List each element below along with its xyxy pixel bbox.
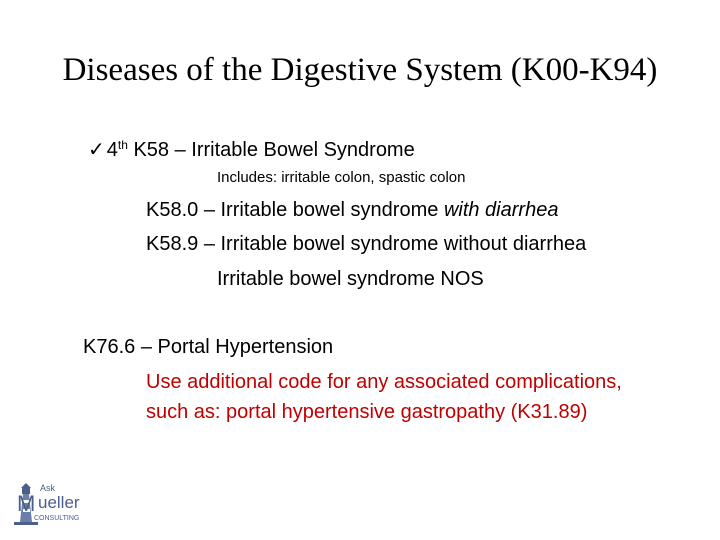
logo-letter-m: M (17, 491, 36, 516)
logo-word-ask: Ask (40, 483, 56, 493)
logo-word-consulting: CONSULTING (34, 515, 80, 522)
k58-0-line (146, 197, 558, 223)
additional-code-note-line1: Use additional code for any associated complications, (146, 371, 622, 393)
k58-0-italic: with diarrhea (443, 199, 559, 221)
level-number: 4 (106, 139, 118, 161)
level-suffix: th (117, 138, 128, 152)
ibs-nos-line: Irritable bowel syndrome NOS (217, 268, 484, 290)
k76-6-heading: K76.6 – Portal Hypertension (83, 336, 334, 358)
includes-note: Includes: irritable colon, spastic colon (217, 169, 466, 186)
logo-word-ueller: ueller (38, 493, 80, 512)
k58-0-text: K58.0 – Irritable bowel syndrome (146, 199, 444, 221)
checkmark-icon: ✓ (88, 139, 105, 161)
ask-mueller-consulting-logo (10, 478, 100, 530)
k58-9-line: K58.9 – Irritable bowel syndrome without diarrhea (146, 233, 587, 255)
slide-title: Diseases of the Digestive System (K00-K94) (62, 52, 658, 88)
list-item-k58 (88, 132, 415, 163)
k58-heading: K58 – Irritable Bowel Syndrome (133, 139, 415, 161)
additional-code-note-line2: such as: portal hypertensive gastropathy (K31.89) (146, 401, 588, 423)
